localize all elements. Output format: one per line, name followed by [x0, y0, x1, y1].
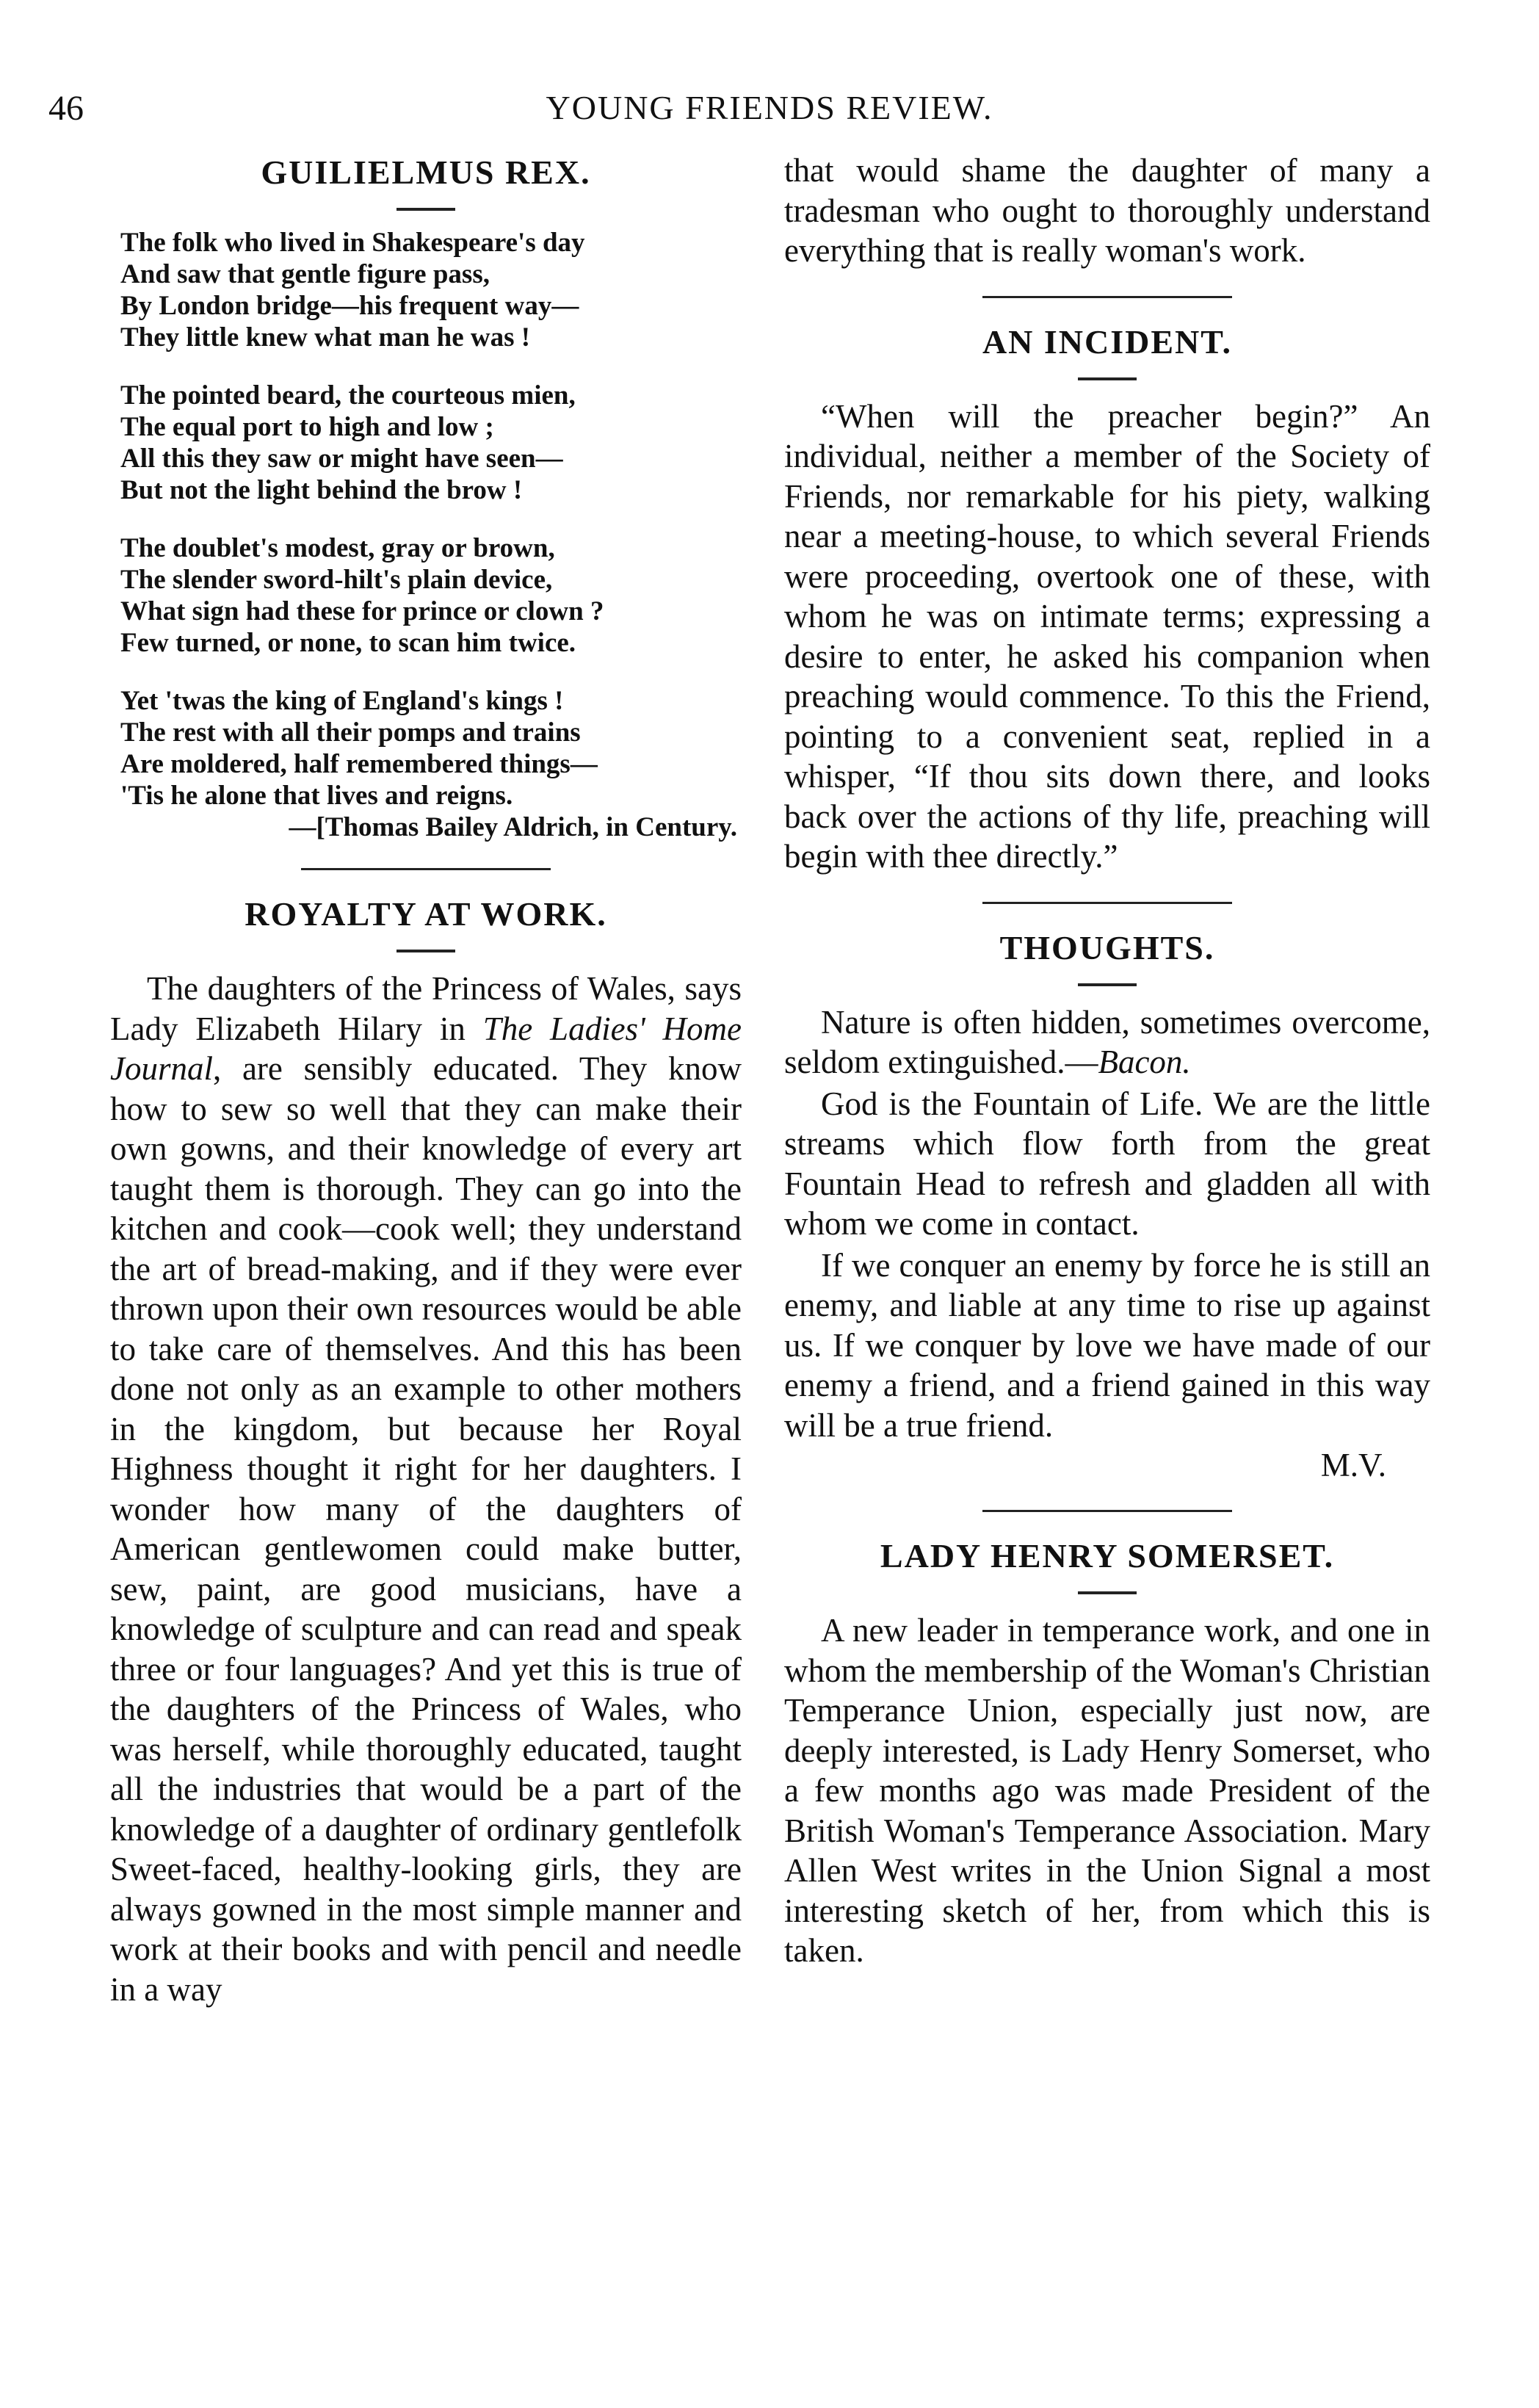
poem-line: The equal port to high and low ; — [120, 412, 494, 442]
poem-stanza — [120, 685, 742, 811]
poem-line: The slender sword-hilt's plain device, — [120, 565, 553, 595]
poem-line: All this they saw or might have seen— — [120, 444, 563, 474]
thoughts-title: THOUGHTS. — [999, 928, 1215, 966]
thought-text: Nature is often hidden, sometimes overcome, seldom extinguished.— — [784, 1003, 1430, 1080]
divider — [1078, 983, 1137, 986]
poem-line: What sign had these for prince or clown ? — [120, 596, 604, 626]
page-number: 46 — [48, 89, 84, 128]
divider — [1078, 1591, 1137, 1594]
royalty-text: The daughters of the Princess of Wales, says Lady Elizabeth Hilary in — [110, 970, 742, 1047]
incident-body: “When will the preacher begin?” An individual, neither a member of the Society of Friends, nor remarkable for his piety, walking near a meeting-house, to which several Friends were proceeding, overtook one of these, with whom he was on intimate terms; expressing a desire to enter, he asked his companion when preaching would commence. To this the Friend, pointing to a convenient seat, replied in a whisper, “If thou sits down there, and looks back over the actions of thy life, preaching will begin with thee directly.” — [784, 397, 1430, 875]
journal-title: YOUNG FRIENDS REVIEW. — [546, 89, 993, 126]
poem-line: But not the light behind the brow ! — [120, 475, 523, 505]
poem-attribution: —[Thomas Bailey Aldrich, in Century. — [289, 812, 737, 842]
right-column — [784, 151, 1430, 1971]
poem-title: GUILIELMUS REX. — [261, 153, 591, 191]
poem-line: Few turned, or none, to scan him twice. — [120, 628, 576, 658]
royalty-text: , are sensibly educated. They know how to sew so well that they can make their own gowns, and their knowledge of every art taught them is thorough. They can go into the kitchen and cook—cook well; they understand the art of bread-making, and if they were ever thrown upon their own resources would be able to take care of themselves. And this has been done not only as an example to other mothers in the kingdom, but because her Royal Highness thought it right for her daughters. I wonder how many of the daughters of American gentlewomen could make butter, sew, paint, are good musicians, have a knowledge of sculpture and can read and speak three or four languages? And yet this is true of the daughters of the Princess of Wales, who was herself, while thoroughly educated, taught all the industries that would be a part of the knowledge of a daughter of ordinary gentlefolk Sweet-faced, healthy-looking girls, they are always gowned in the most simple manner and work at their books and with pencil and needle in a way — [110, 1050, 742, 2008]
poem-line: Are moldered, half remembered things— — [120, 749, 598, 779]
section-divider — [982, 902, 1232, 904]
poem-line: The doublet's modest, gray or brown, — [120, 533, 555, 563]
divider — [396, 950, 455, 952]
poem — [120, 227, 742, 843]
section-divider — [982, 1510, 1232, 1512]
incident-title: AN INCIDENT. — [982, 322, 1233, 361]
royalty-body — [110, 969, 742, 2009]
poem-line: 'Tis he alone that lives and reigns. — [120, 781, 513, 811]
poem-line: The folk who lived in Shakespeare's day — [120, 228, 585, 258]
somerset-title: LADY HENRY SOMERSET. — [880, 1537, 1335, 1574]
thoughts-signature: M.V. — [1320, 1447, 1386, 1483]
divider — [396, 208, 455, 211]
divider — [1078, 377, 1137, 380]
thought-author: Bacon. — [1098, 1044, 1191, 1080]
poem-line: The pointed beard, the courteous mien, — [120, 380, 576, 411]
thought-paragraph: God is the Fountain of Life. We are the little streams which flow forth from the great Fountain Head to refresh and gladden all with whom we come in contact. — [784, 1085, 1430, 1242]
section-divider — [301, 868, 551, 870]
royalty-continued: that would shame the daughter of many a tradesman who ought to thoroughly understand everything that is really woman's work. — [784, 152, 1430, 269]
journal-citation: The Ladies' Home Journal — [110, 1010, 742, 1087]
poem-stanza — [120, 227, 742, 353]
poem-line: The rest with all their pomps and trains — [120, 717, 581, 748]
royalty-title: ROYALTY AT WORK. — [245, 895, 607, 933]
poem-line: And saw that gentle figure pass, — [120, 259, 490, 289]
thought-paragraph: If we conquer an enemy by force he is still an enemy, and liable at any time to rise up against us. If we conquer by love we have made of our enemy a friend, and a friend gained in this way will be a true friend. — [784, 1246, 1430, 1444]
poem-line: Yet 'twas the king of England's kings ! — [120, 686, 564, 716]
poem-line: By London bridge—his frequent way— — [120, 291, 579, 321]
thought-paragraph — [784, 1002, 1430, 1082]
poem-stanza — [120, 380, 742, 506]
poem-line: They little knew what man he was ! — [120, 322, 531, 352]
running-head — [0, 88, 1539, 140]
section-divider — [982, 296, 1232, 298]
left-column — [110, 151, 742, 2009]
somerset-body: A new leader in temperance work, and one in whom the membership of the Woman's Christian Temperance Union, especially just now, are deeply interested, is Lady Henry Somerset, who a few months ago was made President of the British Woman's Temperance Association. Mary Allen West writes in the Union Signal a most interesting sketch of her, from which this is taken. — [784, 1612, 1430, 1969]
poem-stanza — [120, 532, 742, 659]
